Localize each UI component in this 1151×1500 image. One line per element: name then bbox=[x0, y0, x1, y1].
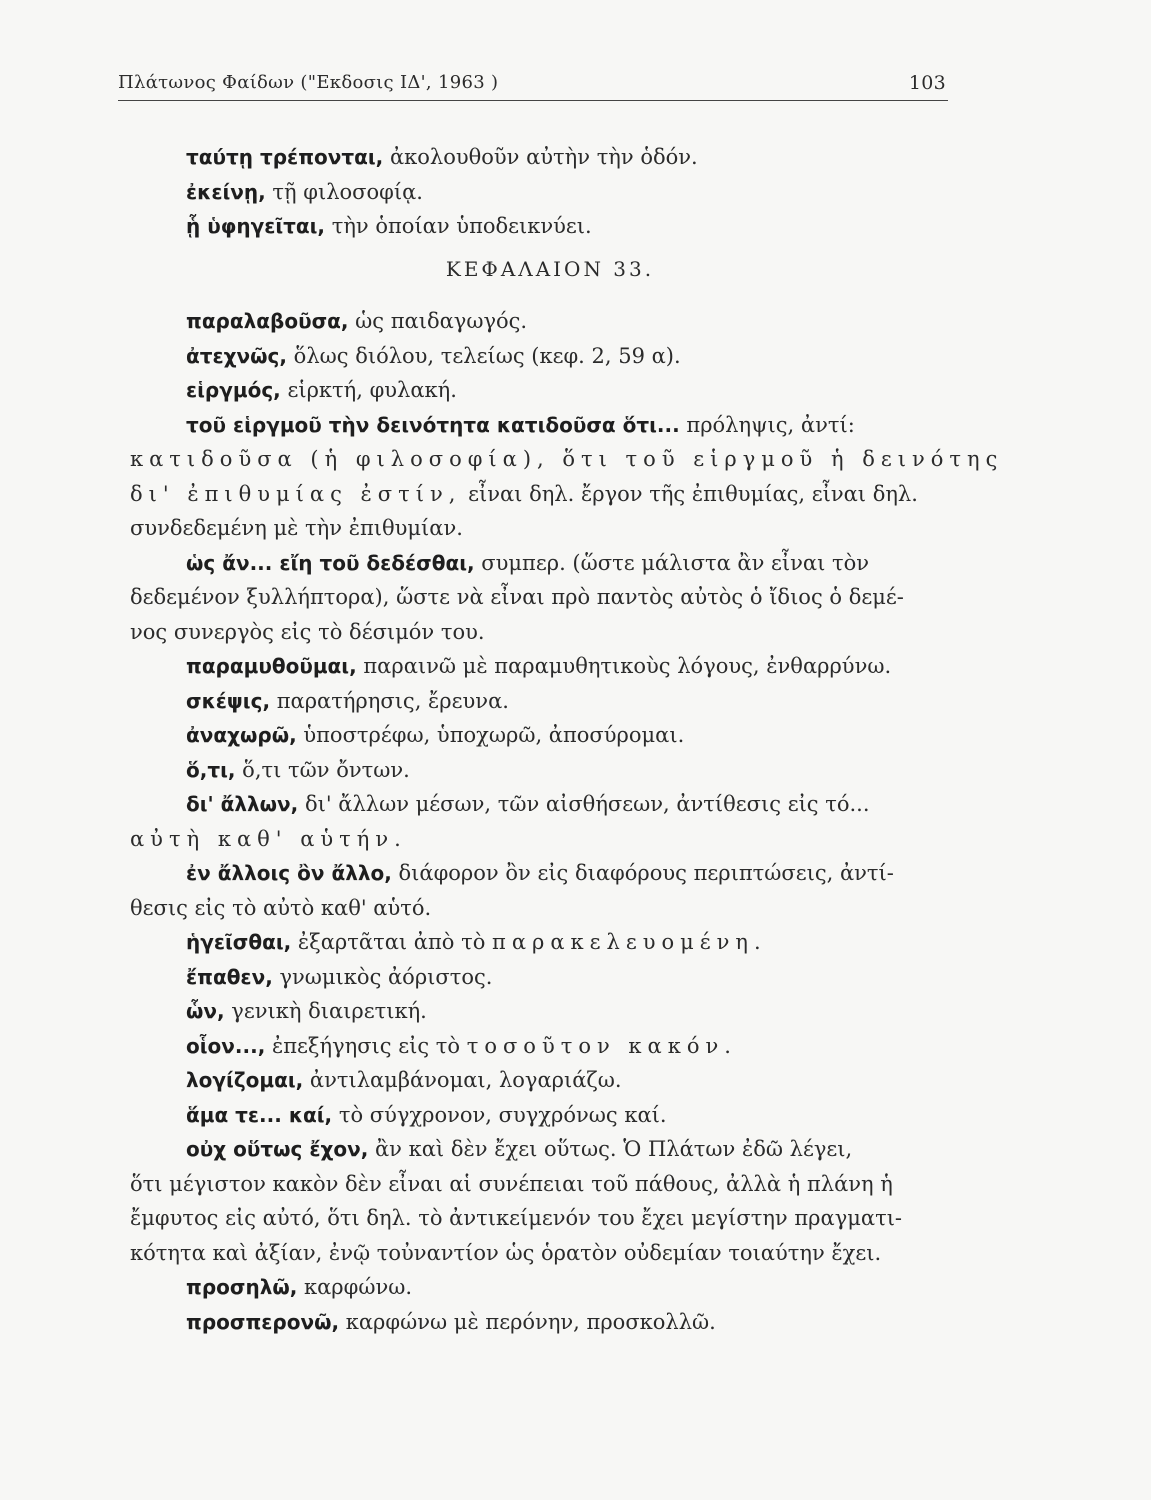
headword: ἀτεχνῶς, bbox=[186, 343, 287, 368]
definition: καρφώνω. bbox=[297, 1275, 413, 1299]
headword: ἐν ἄλλοις ὂν ἄλλο, bbox=[186, 861, 392, 885]
glossary-entry bbox=[130, 408, 950, 443]
definition: θεσις εἰς τὸ αὐτὸ καθ' αὑτό. bbox=[130, 895, 432, 920]
glossary-entry bbox=[130, 209, 950, 244]
headword: προσηλῶ, bbox=[186, 1275, 298, 1299]
headword: ὧν, bbox=[186, 999, 225, 1023]
page-number: 103 bbox=[908, 72, 946, 94]
definition: παρατήρησις, ἔρευνα. bbox=[270, 688, 509, 713]
headword: ἐκείνῃ, bbox=[186, 179, 266, 204]
glossary-entry bbox=[130, 787, 950, 822]
glossary-continuation bbox=[130, 580, 950, 615]
headword: ὡς ἄν... εἴη τοῦ δεδέσθαι, bbox=[186, 550, 475, 575]
definition: εἱρκτή, φυλακή. bbox=[280, 378, 457, 402]
glossary-entry bbox=[130, 1063, 950, 1098]
definition: εἶναι δηλ. ἔργον τῆς ἐπιθυμίας, εἶναι δηλ. bbox=[461, 481, 918, 506]
headword: ὅ,τι, bbox=[186, 757, 236, 782]
definition: ἀντιλαμβάνομαι, λογαριάζω. bbox=[303, 1068, 622, 1092]
headword: παραμυθοῦμαι, bbox=[186, 654, 357, 678]
glossary-continuation bbox=[130, 1201, 950, 1236]
glossary-entry bbox=[130, 140, 950, 175]
chapter-heading: ΚΕΦΑΛΑΙΟΝ 33. bbox=[445, 256, 655, 281]
headword: σκέψις, bbox=[186, 688, 271, 713]
glossary-entry bbox=[130, 373, 950, 408]
definition: ὡς παιδαγωγός. bbox=[348, 309, 528, 333]
headword: ἅμα τε... καί, bbox=[186, 1102, 333, 1127]
headword: ἡγεῖσθαι, bbox=[186, 930, 292, 954]
definition: ὅτι μέγιστον κακὸν δὲν εἶναι αἱ συνέπειαι τοῦ πάθους, ἀλλὰ ἡ πλάνη ἡ bbox=[130, 1171, 893, 1196]
definition: ὅλως διόλου, τελείως (κεφ. 2, 59 α). bbox=[287, 343, 681, 368]
definition: γνωμικὸς ἀόριστος. bbox=[272, 964, 493, 989]
glossary-continuation bbox=[130, 442, 1004, 477]
definition: νος συνεργὸς εἰς τὸ δέσιμόν του. bbox=[130, 619, 485, 644]
headword: ᾗ ὑφηγεῖται, bbox=[186, 214, 326, 238]
header-rule bbox=[118, 100, 948, 101]
headword: ἀναχωρῶ, bbox=[186, 723, 297, 747]
definition: κότητα καὶ ἀξίαν, ἐνῷ τοὐναντίον ὡς ὁρατὸν οὐδεμίαν τοιαύτην ἔχει. bbox=[130, 1240, 882, 1265]
definition: τὸ σύγχρονον, συγχρόνως καί. bbox=[332, 1102, 667, 1127]
headword: οὐχ οὕτως ἔχον, bbox=[186, 1137, 369, 1161]
headword: τοῦ εἱργμοῦ τὴν δεινότητα κατιδοῦσα ὅτι... bbox=[186, 412, 680, 437]
glossary-entry bbox=[130, 304, 950, 339]
glossary-entry bbox=[130, 649, 950, 684]
glossary-entry bbox=[130, 1132, 950, 1167]
headword: δι' ἄλλων, bbox=[186, 792, 299, 816]
headword: προσπερονῶ, bbox=[186, 1309, 340, 1334]
glossary-entry bbox=[130, 339, 950, 374]
glossary-entry bbox=[130, 1029, 950, 1064]
definition: παραινῶ μὲ παραμυθητικοὺς λόγους, ἐνθαρρύνω. bbox=[356, 654, 892, 678]
glossary-continuation bbox=[130, 477, 950, 512]
definition: πρόληψις, ἀντί: bbox=[679, 412, 855, 437]
definition: διάφορον ὂν εἰς διαφόρους περιπτώσεις, ἀντί- bbox=[391, 861, 894, 885]
spaced-quote: τοσοῦτον κακόν. bbox=[466, 1033, 737, 1058]
glossary-entry bbox=[130, 753, 950, 788]
glossary-body bbox=[130, 140, 1004, 1339]
definition: ἂν καὶ δὲν ἔχει οὕτως. Ὁ Πλάτων ἐδῶ λέγει, bbox=[368, 1137, 853, 1161]
headword: ἔπαθεν, bbox=[186, 964, 273, 989]
glossary-continuation bbox=[130, 615, 950, 650]
spaced-quote: αὐτὴ καθ' αὑτήν. bbox=[130, 826, 407, 851]
definition: ἔμφυτος εἰς αὐτό, ὅτι δηλ. τὸ ἀντικείμενόν του ἔχει μεγίστην πραγματι- bbox=[130, 1206, 903, 1230]
glossary-entry bbox=[130, 1270, 950, 1305]
glossary-continuation bbox=[130, 1236, 950, 1271]
glossary-entry bbox=[130, 546, 950, 581]
definition: ὑποστρέφω, ὑποχωρῶ, ἀποσύρομαι. bbox=[296, 723, 685, 747]
glossary-entry bbox=[130, 1305, 950, 1340]
glossary-entry bbox=[130, 1098, 950, 1133]
spaced-quote: δι' ἐπιθυμίας ἐστίν, bbox=[130, 481, 462, 506]
glossary-entry bbox=[130, 994, 950, 1029]
definition: ἐπεξήγησις εἰς τὸ bbox=[265, 1033, 467, 1058]
glossary-entry bbox=[130, 718, 950, 753]
glossary-entry bbox=[130, 684, 950, 719]
glossary-entry bbox=[130, 960, 950, 995]
headword: ταύτῃ τρέπονται, bbox=[186, 145, 384, 169]
glossary-entry bbox=[130, 856, 950, 891]
spaced-quote: παρακελευομένη. bbox=[492, 930, 767, 954]
glossary-continuation bbox=[130, 891, 950, 926]
definition: γενικὴ διαιρετική. bbox=[224, 999, 427, 1023]
definition: ἀκολουθοῦν αὐτὴν τὴν ὁδόν. bbox=[383, 145, 698, 169]
running-title: Πλάτωνος Φαίδων ("Εκδοσις ΙΔ', 1963 ) bbox=[118, 72, 499, 93]
glossary-continuation bbox=[130, 511, 950, 546]
headword: λογίζομαι, bbox=[186, 1068, 304, 1092]
glossary-entry bbox=[130, 175, 950, 210]
glossary-continuation bbox=[130, 1167, 950, 1202]
definition: τῇ φιλοσοφίᾳ. bbox=[265, 179, 423, 204]
definition: δι' ἄλλων μέσων, τῶν αἰσθήσεων, ἀντίθεσις εἰς τό... bbox=[298, 792, 870, 816]
definition: συνδεδεμένη μὲ τὴν ἐπιθυμίαν. bbox=[130, 516, 463, 540]
definition: καρφώνω μὲ περόνην, προσκολλῶ. bbox=[339, 1309, 716, 1334]
definition: ὅ,τι τῶν ὄντων. bbox=[235, 757, 410, 782]
glossary-entry bbox=[130, 925, 950, 960]
headword: εἱργμός, bbox=[186, 378, 281, 402]
definition: συμπερ. (ὥστε μάλιστα ἂν εἶναι τὸν bbox=[474, 550, 870, 575]
headword: οἷον..., bbox=[186, 1033, 266, 1058]
definition: ἐξαρτᾶται ἀπὸ τὸ bbox=[291, 930, 493, 954]
definition: τὴν ὁποίαν ὑποδεικνύει. bbox=[325, 214, 592, 238]
glossary-continuation bbox=[130, 822, 950, 857]
spaced-quote: κατιδοῦσα (ἡ φιλοσοφία), ὅτι τοῦ εἱργμοῦ ἡ δεινότης bbox=[130, 447, 1004, 471]
headword: παραλαβοῦσα, bbox=[186, 309, 349, 333]
definition: δεδεμένον ξυλλήπτορα), ὥστε νὰ εἶναι πρὸ παντὸς αὐτὸς ὁ ἴδιος ὁ δεμέ- bbox=[130, 585, 904, 609]
